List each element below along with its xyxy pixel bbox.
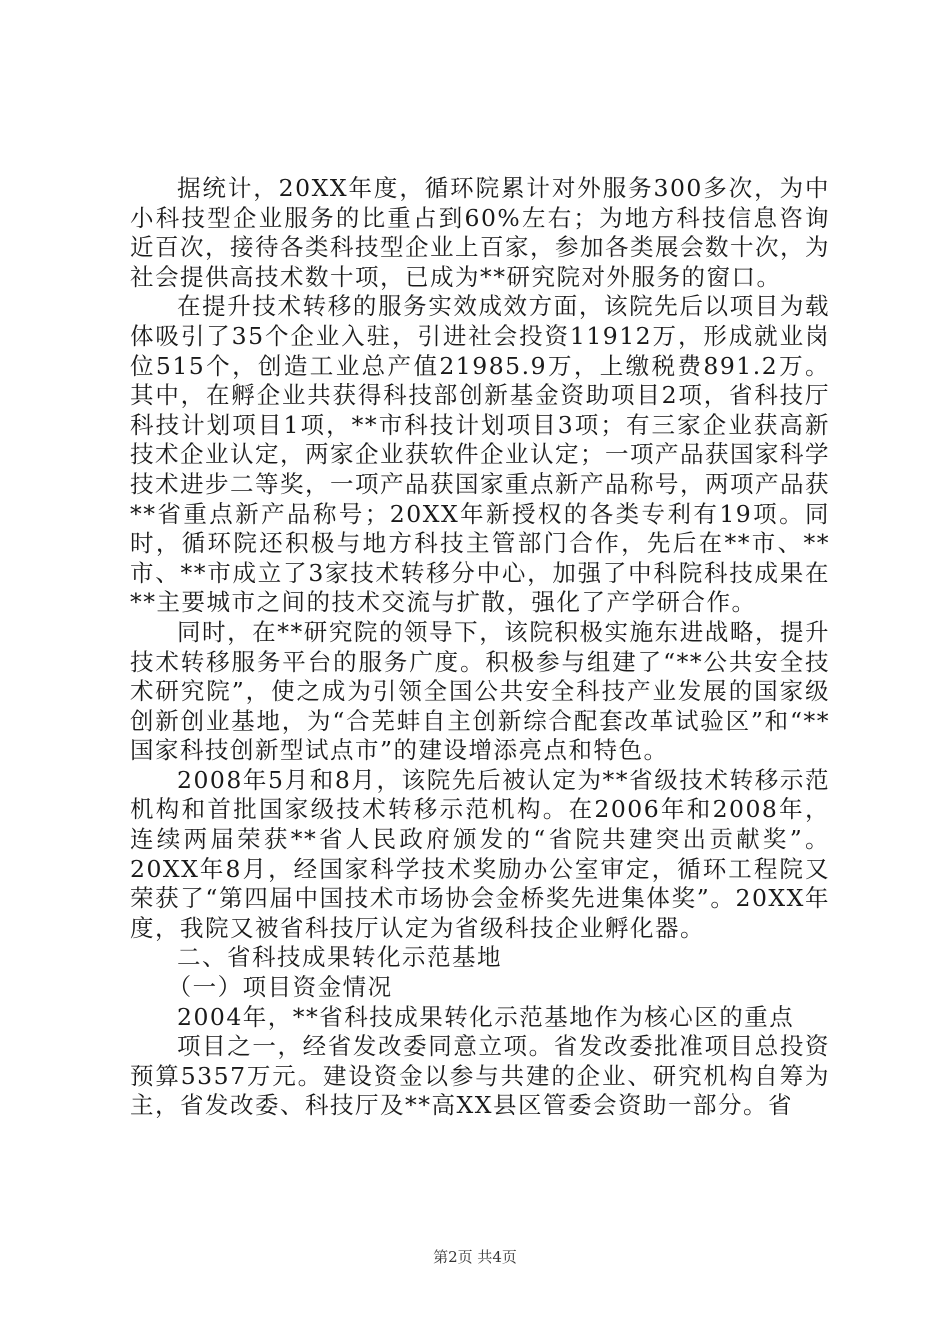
paragraph-awards: 2008年5月和8月，该院先后被认定为**省级技术转移示范机构和首批国家级技术转移示范机构。在2006年和2008年，连续两届荣获**省人民政府颁发的“省院共建突出贡献奖”。20XX年8月，经国家科学技术奖励办公室审定，循环工程院又荣获了“第四届中国技术市场协会金桥奖先进集体奖”。20XX年度，我院又被省科技厅认定为省级科技企业孵化器。 bbox=[130, 765, 830, 942]
document-body bbox=[130, 174, 830, 1121]
paragraph-funding-first-line: 2004年，**省科技成果转化示范基地作为核心区的重点 bbox=[177, 1002, 795, 1031]
subsection-heading: （一）项目资金情况 bbox=[167, 973, 393, 1002]
paragraph-east-strategy: 同时，在**研究院的领导下，该院积极实施东进战略，提升技术转移服务平台的服务广度。积极参与组建了“**公共安全技术研究院”，使之成为引领全国公共安全科技产业发展的国家级创新创业基地，为“合芜蚌自主创新综合配套改革试验区”和“**国家科技创新型试点市”的建设增添亮点和特色。 bbox=[130, 617, 830, 765]
section-heading: 二、省科技成果转化示范基地 bbox=[177, 943, 502, 972]
paragraph-service-results: 在提升技术转移的服务实效成效方面，该院先后以项目为载体吸引了35个企业入驻，引进社会投资11912万，形成就业岗位515个，创造工业总产值21985.9万，上缴税费891.2万。其中，在孵企业共获得科技部创新基金资助项目2项，省科技厅科技计划项目1项，**市科技计划项目3项；有三家企业获高新技术企业认定，两家企业获软件企业认定；一项产品获国家科学技术进步二等奖，一项产品获国家重点新产品称号，两项产品获**省重点新产品称号；20XX年新授权的各类专利有19项。同时，循环院还积极与地方科技主管部门合作，先后在**市、**市、**市成立了3家技术转移分中心，加强了中科院科技成果在**主要城市之间的技术交流与扩散，强化了产学研合作。 bbox=[130, 292, 830, 617]
paragraph-funding-body: 项目之一，经省发改委同意立项。省发改委批准项目总投资预算5357万元。建设资金以参与共建的企业、研究机构自筹为主，省发改委、科技厅及**高XX县区管委会资助一部分。省 bbox=[130, 1032, 830, 1120]
page-number-footer: 第2页 共4页 bbox=[433, 1248, 517, 1266]
paragraph-statistics: 据统计，20XX年度，循环院累计对外服务300多次，为中小科技型企业服务的比重占到60%左右；为地方科技信息咨询近百次，接待各类科技型企业上百家，参加各类展会数十次，为社会提供高技术数十项，已成为**研究院对外服务的窗口。 bbox=[130, 174, 830, 291]
